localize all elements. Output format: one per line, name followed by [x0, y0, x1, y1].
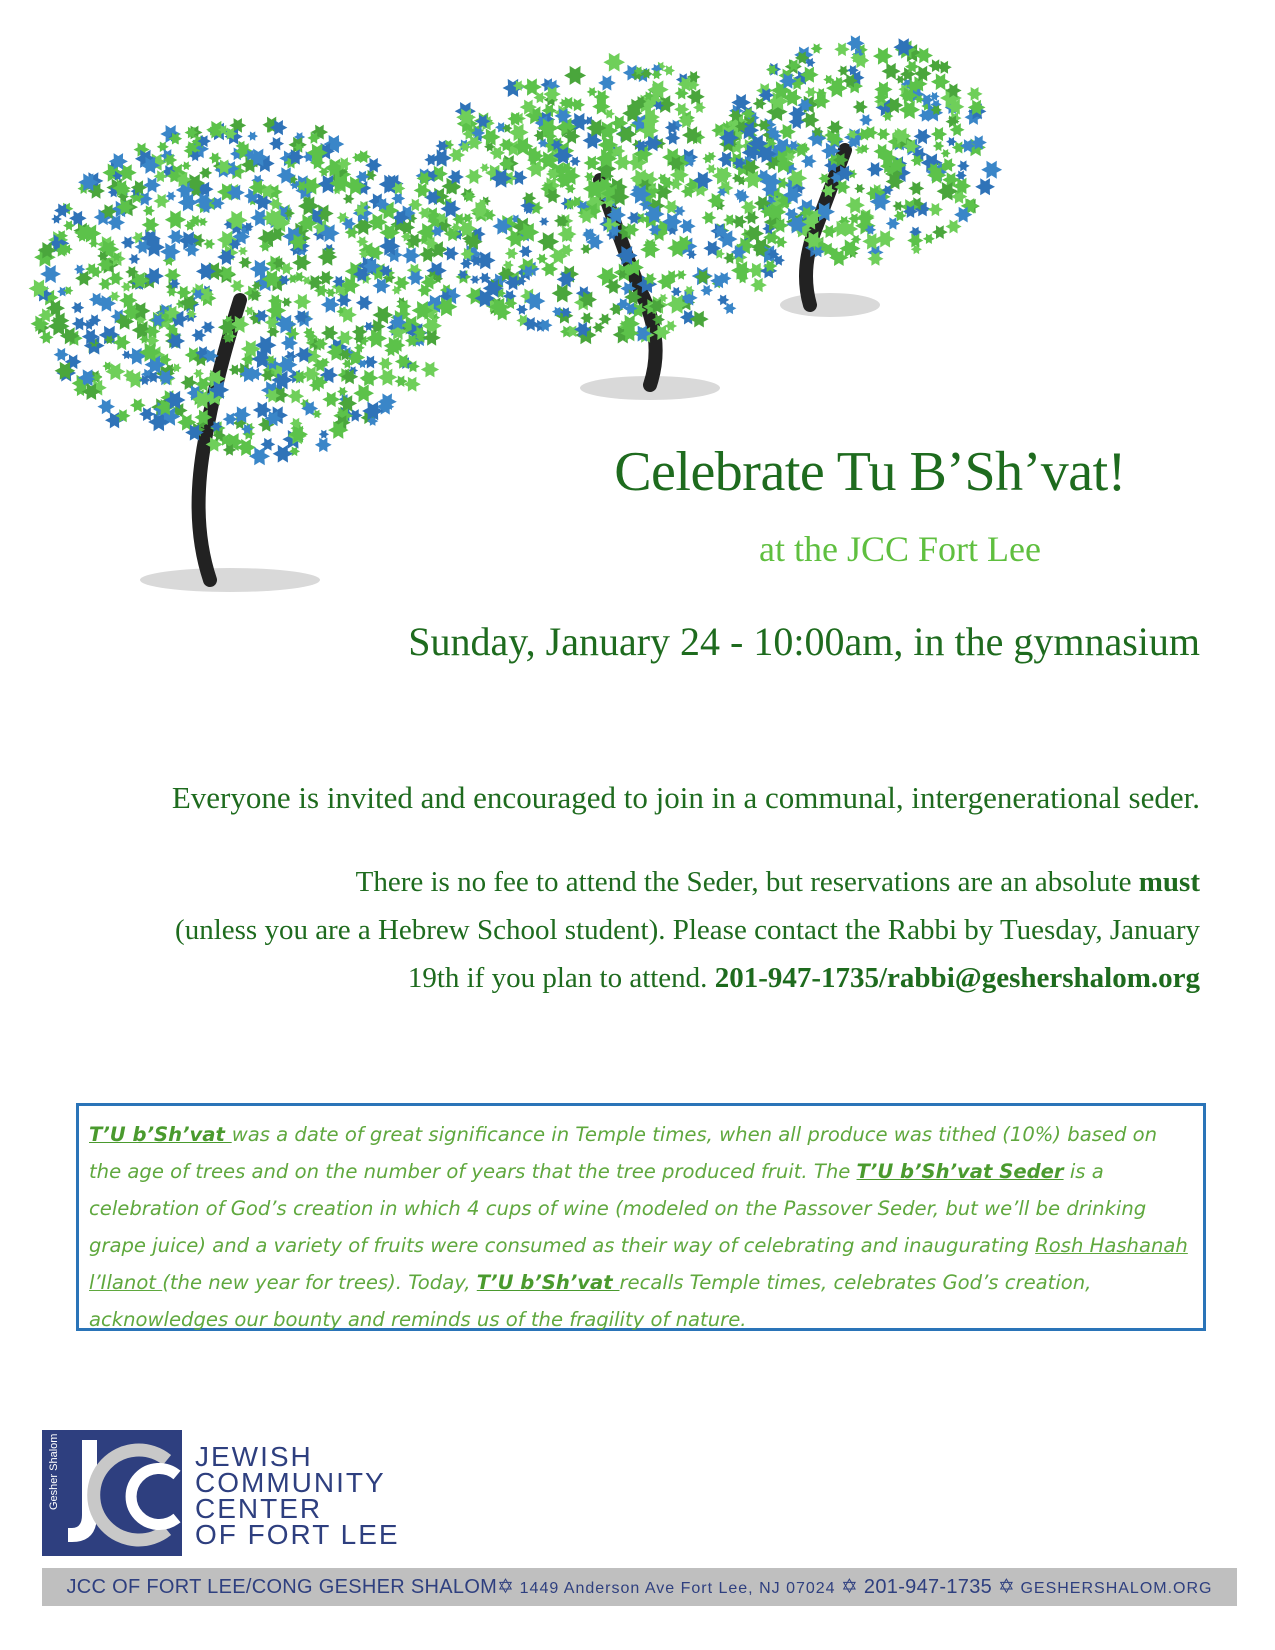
details-line-3: 19th if you plan to attend. [407, 962, 715, 994]
info-term-1: T’U b’Sh’vat [89, 1123, 232, 1146]
info-text-3: (the new year for trees). Today, [162, 1271, 477, 1294]
info-term-3: Rosh Hashanah l’Ilanot [89, 1234, 1188, 1294]
logo-line-2: COMMUNITY [195, 1467, 386, 1498]
logo-line-4: OF FORT LEE [195, 1519, 400, 1550]
footer-website[interactable]: GESHERSHALOM.ORG [1015, 1580, 1213, 1597]
footer-bar [42, 1568, 1237, 1606]
star-of-david-icon: ✡ [497, 1576, 515, 1598]
info-term-2: T’U b’Sh’vat Seder [856, 1160, 1064, 1183]
invitation-text: Everyone is invited and encouraged to join in a communal, intergenerational seder. [171, 780, 1200, 815]
info-text-1: was a date of great significance in Temple times, when all produce was tithed (10%) based on the age of trees and on the number of years that the tree produced fruit. The [89, 1123, 1158, 1183]
info-text-4: recalls Temple times, celebrates God’s creation, acknowledges our bounty and reminds us of the fragility of nature. [89, 1271, 1092, 1331]
footer-address: 1449 Anderson Ave Fort Lee, NJ 07024 [514, 1580, 841, 1597]
details-line-1: There is no fee to attend the Seder, but reservations are an absolute [355, 866, 1139, 898]
logo-line-1: JEWISH [195, 1441, 313, 1472]
event-date-time: Sunday, January 24 - 10:00am, in the gymnasium [408, 619, 1200, 664]
details-line-2: (unless you are a Hebrew School student). Please contact the Rabbi by Tuesday, January [175, 914, 1200, 946]
footer-org: JCC OF FORT LEE/CONG GESHER SHALOM [66, 1576, 498, 1598]
star-of-david-icon: ✡ [841, 1576, 859, 1598]
info-box [76, 1103, 1206, 1331]
event-subtitle: at the JCC Fort Lee [759, 529, 1041, 569]
footer-phone: 201-947-1735 [858, 1576, 998, 1598]
info-text-2: is a celebration of God’s creation in which 4 cups of wine (modeled on the Passover Seder, but we’ll be drinking grape juice) and a variety of fruits were consumed as their way of celebrating and inaugurating [89, 1160, 1147, 1257]
logo-vertical-text: Gesher Shalom [48, 1433, 60, 1510]
event-title: Celebrate Tu B’Sh’vat! [614, 441, 1126, 503]
info-term-4: T’U b’Sh’vat [476, 1271, 620, 1294]
star-of-david-icon: ✡ [997, 1576, 1015, 1598]
logo-wordmark [195, 1441, 400, 1550]
reservation-details [90, 858, 1200, 1002]
logo-line-3: CENTER [195, 1493, 323, 1524]
contact-info[interactable]: 201-947-1735/rabbi@geshershalom.org [714, 962, 1200, 994]
must-emphasis: must [1138, 866, 1200, 898]
